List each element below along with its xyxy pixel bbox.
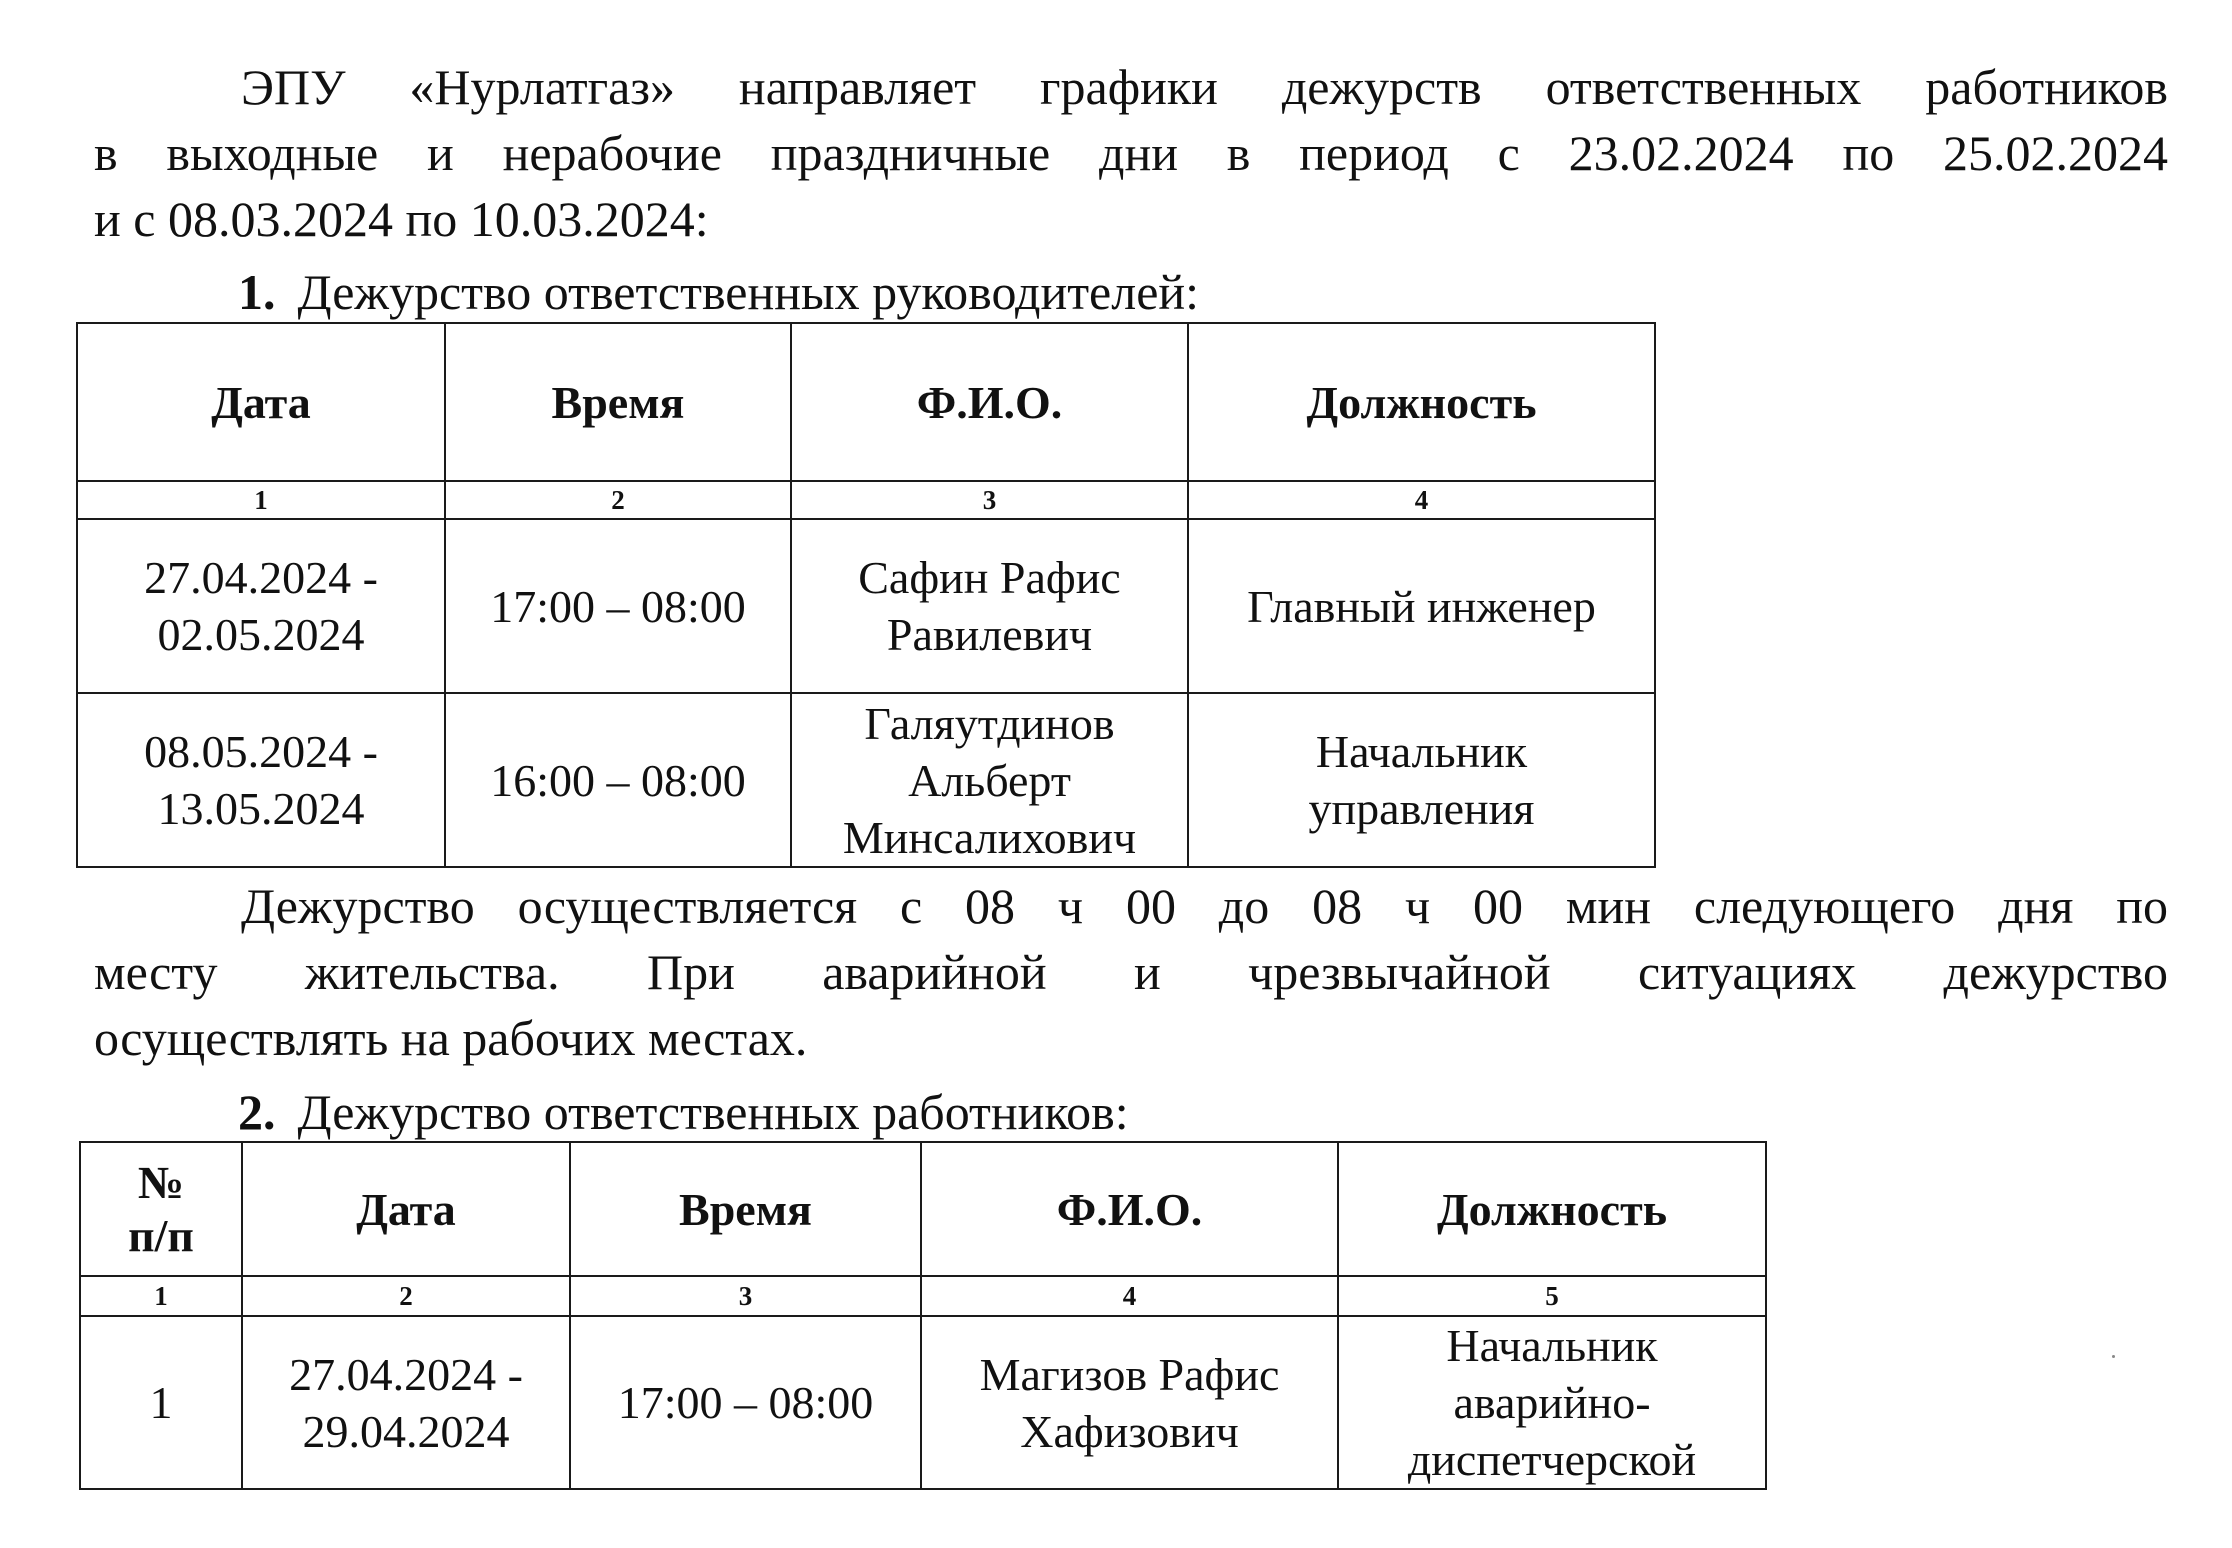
column-number: 5 <box>1338 1276 1766 1316</box>
column-number: 2 <box>242 1276 570 1316</box>
position-cell <box>1188 693 1655 867</box>
intro-paragraph <box>94 54 2168 252</box>
name-line: Магизов Рафис <box>979 1348 1280 1400</box>
date-line: 08.05.2024 - <box>144 726 378 777</box>
note-line: осуществлять на рабочих местах. <box>94 1010 808 1066</box>
position-line: Начальник <box>1315 726 1528 777</box>
column-number: 2 <box>445 481 791 519</box>
column-number: 4 <box>921 1276 1338 1316</box>
header-position: Должность <box>1188 323 1655 481</box>
section1-number: 1. <box>238 264 276 320</box>
position-line: диспетчерской <box>1407 1434 1697 1485</box>
column-number-row <box>80 1276 1766 1316</box>
table-row <box>80 1316 1766 1489</box>
name-cell <box>791 693 1188 867</box>
name-line: Сафин Рафис <box>858 552 1121 603</box>
scan-speck <box>2112 1355 2115 1358</box>
name-line: Альберт <box>908 754 1071 806</box>
section2-heading <box>238 1082 1129 1142</box>
section1-title: Дежурство ответственных руководителей: <box>297 264 1200 320</box>
date-line: 29.04.2024 <box>302 1405 510 1457</box>
table-header-row <box>77 323 1655 481</box>
time-cell: 17:00 – 08:00 <box>570 1316 921 1489</box>
intro-line: и с 08.03.2024 по 10.03.2024: <box>94 191 709 247</box>
managers-duty-table <box>76 322 1656 868</box>
header-name: Ф.И.О. <box>791 323 1188 481</box>
section2-title: Дежурство ответственных работников: <box>297 1084 1129 1140</box>
name-cell <box>921 1316 1338 1489</box>
note-paragraph <box>94 873 2168 1071</box>
table-row <box>77 693 1655 867</box>
header-time: Время <box>445 323 791 481</box>
table-header-row <box>80 1142 1766 1276</box>
name-cell <box>791 519 1188 693</box>
header-number-line: п/п <box>128 1210 194 1261</box>
note-line: месту жительства. При аварийной и чрезвычайной ситуациях дежурство <box>94 944 2168 1000</box>
position-cell <box>1188 519 1655 693</box>
header-number-line: № <box>137 1157 185 1208</box>
position-line: Начальник <box>1446 1320 1658 1371</box>
time-cell: 16:00 – 08:00 <box>445 693 791 867</box>
header-position: Должность <box>1338 1142 1766 1276</box>
date-line: 27.04.2024 - <box>144 552 378 603</box>
date-cell <box>77 519 445 693</box>
position-cell <box>1338 1316 1766 1489</box>
column-number: 3 <box>791 481 1188 519</box>
header-number <box>80 1142 242 1276</box>
date-line: 02.05.2024 <box>157 609 365 660</box>
table-row <box>77 519 1655 693</box>
note-line: Дежурство осуществляется с 08 ч 00 до 08 ч 00 мин следующего дня по <box>241 878 2168 934</box>
date-line: 13.05.2024 <box>157 783 365 834</box>
name-line: Минсалихович <box>842 811 1137 863</box>
column-number: 1 <box>77 481 445 519</box>
row-number-cell: 1 <box>80 1316 242 1489</box>
date-cell <box>242 1316 570 1489</box>
date-cell <box>77 693 445 867</box>
section1-heading <box>238 262 1199 322</box>
position-line: аварийно- <box>1453 1377 1651 1428</box>
position-line: управления <box>1308 783 1535 834</box>
column-number-row <box>77 481 1655 519</box>
header-date: Дата <box>77 323 445 481</box>
column-number: 4 <box>1188 481 1655 519</box>
position-line: Главный инженер <box>1247 580 1596 632</box>
name-line: Хафизович <box>1020 1405 1239 1457</box>
section2-number: 2. <box>238 1084 276 1140</box>
column-number: 3 <box>570 1276 921 1316</box>
header-date: Дата <box>242 1142 570 1276</box>
intro-line: в выходные и нерабочие праздничные дни в период с 23.02.2024 по 25.02.2024 <box>94 125 2168 181</box>
workers-duty-table <box>79 1141 1767 1490</box>
time-cell: 17:00 – 08:00 <box>445 519 791 693</box>
intro-line: ЭПУ «Нурлатгаз» направляет графики дежурств ответственных работников <box>241 59 2168 115</box>
name-line: Галяутдинов <box>864 697 1115 749</box>
date-line: 27.04.2024 - <box>289 1348 523 1400</box>
column-number: 1 <box>80 1276 242 1316</box>
header-name: Ф.И.О. <box>921 1142 1338 1276</box>
name-line: Равилевич <box>886 609 1093 660</box>
header-time: Время <box>570 1142 921 1276</box>
